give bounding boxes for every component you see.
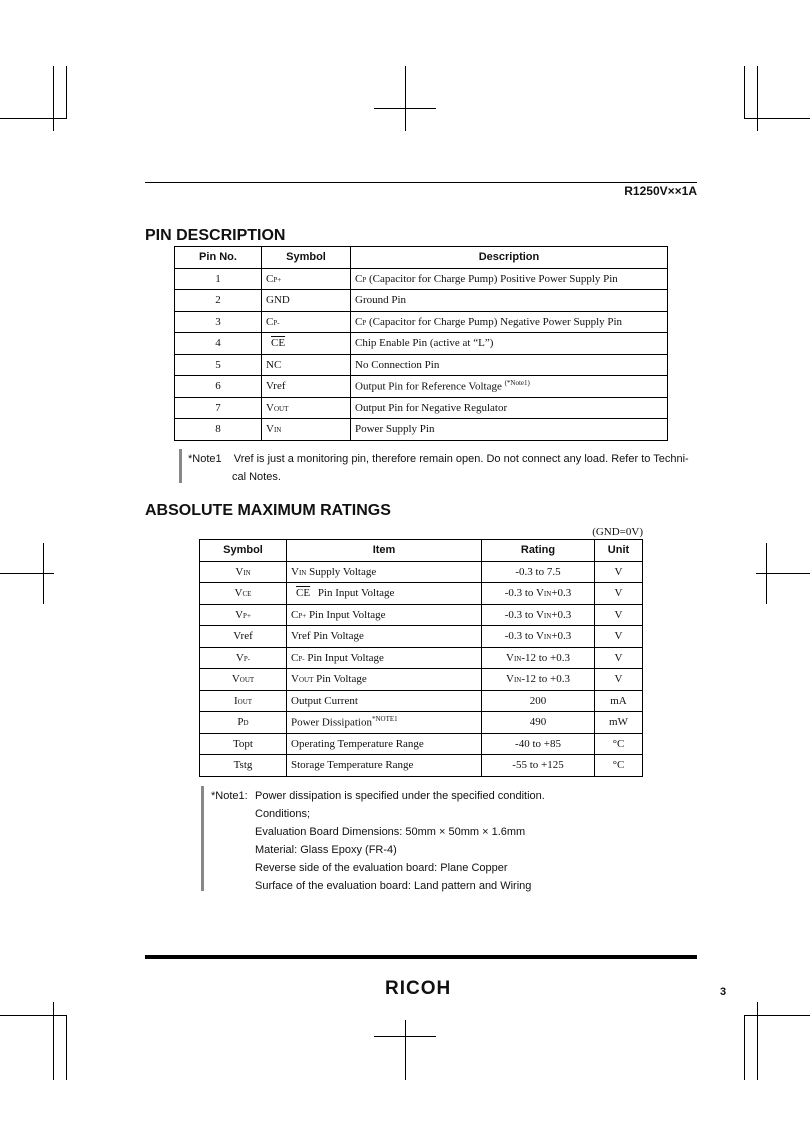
table-row xyxy=(200,561,643,583)
col-header-description: Description xyxy=(351,247,668,269)
table-row xyxy=(200,755,643,777)
table-row xyxy=(175,268,668,290)
pin-description: Output Pin for Negative Regulator xyxy=(351,397,668,419)
ricoh-logo: RICOH xyxy=(385,978,452,999)
pin-symbol: CP+ xyxy=(262,268,351,290)
table-row xyxy=(175,354,668,376)
rating-symbol: Topt xyxy=(200,733,287,755)
rating-unit: V xyxy=(595,604,643,626)
rating-unit: °C xyxy=(595,733,643,755)
pin-description: Output Pin for Reference Voltage $^{(*Note1)}$ xyxy=(351,376,668,398)
rating-symbol: VP- xyxy=(200,647,287,669)
rating-item: Vref Pin Voltage xyxy=(287,626,482,648)
pin-symbol: CP- xyxy=(262,311,351,333)
header-rule xyxy=(145,182,697,183)
note-line: Surface of the evaluation board: Land pattern and Wiring xyxy=(255,880,532,892)
table-row xyxy=(200,604,643,626)
pin-number: 4 xyxy=(175,333,262,355)
pin-description-title: PIN DESCRIPTION xyxy=(145,227,286,244)
rating-symbol: VCE xyxy=(200,583,287,605)
rating-item: VIN Supply Voltage xyxy=(287,561,482,583)
pin-symbol: Vref xyxy=(262,376,351,398)
rating-value: -0.3 to VIN+0.3 xyxy=(482,583,595,605)
pin-number: 2 xyxy=(175,290,262,312)
pin-symbol: $\overline{CE}$ xyxy=(262,333,351,355)
table-row xyxy=(200,712,643,734)
note-bar xyxy=(201,786,204,891)
abs-max-note xyxy=(255,787,545,895)
rating-value: -0.3 to 7.5 xyxy=(482,561,595,583)
rating-value: -55 to +125 xyxy=(482,755,595,777)
part-number: R1250V××1A xyxy=(624,184,697,198)
rating-symbol: Tstg xyxy=(200,755,287,777)
rating-unit: V xyxy=(595,583,643,605)
table-row xyxy=(200,647,643,669)
col-header-symbol: Symbol xyxy=(262,247,351,269)
abs-max-table xyxy=(199,539,643,777)
rating-value: 490 xyxy=(482,712,595,734)
rating-symbol: IOUT xyxy=(200,690,287,712)
rating-symbol: VOUT xyxy=(200,669,287,691)
table-header-row xyxy=(200,540,643,562)
rating-item: Power Dissipation$^{*NOTE1}$ xyxy=(287,712,482,734)
abs-max-note-label: *Note1: xyxy=(211,790,248,802)
table-row xyxy=(200,626,643,648)
rating-item: CP+ Pin Input Voltage xyxy=(287,604,482,626)
table-row xyxy=(175,290,668,312)
note-text: Vref is just a monitoring pin, therefore remain open. Do not connect any load. Refer to Techni- xyxy=(233,453,689,465)
pin-number: 6 xyxy=(175,376,262,398)
pin-description: No Connection Pin xyxy=(351,354,668,376)
pin-number: 8 xyxy=(175,419,262,441)
col-header-unit: Unit xyxy=(595,540,643,562)
rating-unit: V xyxy=(595,626,643,648)
pin-description: Power Supply Pin xyxy=(351,419,668,441)
pin-description: CP (Capacitor for Charge Pump) Negative Power Supply Pin xyxy=(351,311,668,333)
table-row xyxy=(175,311,668,333)
pin-symbol: VIN xyxy=(262,419,351,441)
pin-symbol: NC xyxy=(262,354,351,376)
col-header-rating: Rating xyxy=(482,540,595,562)
page-number: 3 xyxy=(720,986,727,998)
pin-note xyxy=(188,450,689,468)
table-row xyxy=(200,690,643,712)
rating-unit: V xyxy=(595,647,643,669)
rating-unit: V xyxy=(595,669,643,691)
rating-item: Storage Temperature Range xyxy=(287,755,482,777)
table-row xyxy=(200,583,643,605)
pin-number: 5 xyxy=(175,354,262,376)
rating-symbol: VP+ xyxy=(200,604,287,626)
rating-item: Operating Temperature Range xyxy=(287,733,482,755)
pin-symbol: VOUT xyxy=(262,397,351,419)
pin-description-table xyxy=(174,246,668,441)
col-header-symbol: Symbol xyxy=(200,540,287,562)
rating-unit: mA xyxy=(595,690,643,712)
pin-symbol: GND xyxy=(262,290,351,312)
rating-unit: V xyxy=(595,561,643,583)
rating-value: -40 to +85 xyxy=(482,733,595,755)
abs-max-title: ABSOLUTE MAXIMUM RATINGS xyxy=(145,502,391,519)
rating-symbol: PD xyxy=(200,712,287,734)
note-line: Reverse side of the evaluation board: Plane Copper xyxy=(255,862,508,874)
table-row xyxy=(175,397,668,419)
pin-description: Ground Pin xyxy=(351,290,668,312)
rating-symbol: Vref xyxy=(200,626,287,648)
pin-description: Chip Enable Pin (active at “L”) xyxy=(351,333,668,355)
rating-item: CP- Pin Input Voltage xyxy=(287,647,482,669)
ground-condition: (GND=0V) xyxy=(592,526,643,538)
table-row xyxy=(175,376,668,398)
rating-unit: °C xyxy=(595,755,643,777)
note-line: Conditions; xyxy=(255,808,311,820)
table-row xyxy=(200,669,643,691)
pin-number: 7 xyxy=(175,397,262,419)
pin-description: CP (Capacitor for Charge Pump) Positive Power Supply Pin xyxy=(351,268,668,290)
rating-symbol: VIN xyxy=(200,561,287,583)
rating-value: VIN-12 to +0.3 xyxy=(482,669,595,691)
note-label: *Note1 xyxy=(188,453,222,465)
rating-value: VIN-12 to +0.3 xyxy=(482,647,595,669)
rating-value: 200 xyxy=(482,690,595,712)
note-bar xyxy=(179,449,182,483)
rating-value: -0.3 to VIN+0.3 xyxy=(482,604,595,626)
footer-rule xyxy=(145,955,697,959)
note-line: Evaluation Board Dimensions: 50mm × 50mm × 1.6mm xyxy=(255,826,526,838)
col-header-pin-no: Pin No. xyxy=(175,247,262,269)
note-text-continued: cal Notes. xyxy=(232,471,281,483)
table-row xyxy=(175,333,668,355)
rating-item: $\overline{CE}$ Pin Input Voltage xyxy=(287,583,482,605)
table-row xyxy=(175,419,668,441)
table-header-row xyxy=(175,247,668,269)
note-line: Material: Glass Epoxy (FR-4) xyxy=(255,844,397,856)
rating-item: VOUT Pin Voltage xyxy=(287,669,482,691)
rating-value: -0.3 to VIN+0.3 xyxy=(482,626,595,648)
pin-number: 1 xyxy=(175,268,262,290)
rating-unit: mW xyxy=(595,712,643,734)
table-row xyxy=(200,733,643,755)
rating-item: Output Current xyxy=(287,690,482,712)
col-header-item: Item xyxy=(287,540,482,562)
note-line: Power dissipation is specified under the specified condition. xyxy=(255,790,545,802)
pin-number: 3 xyxy=(175,311,262,333)
